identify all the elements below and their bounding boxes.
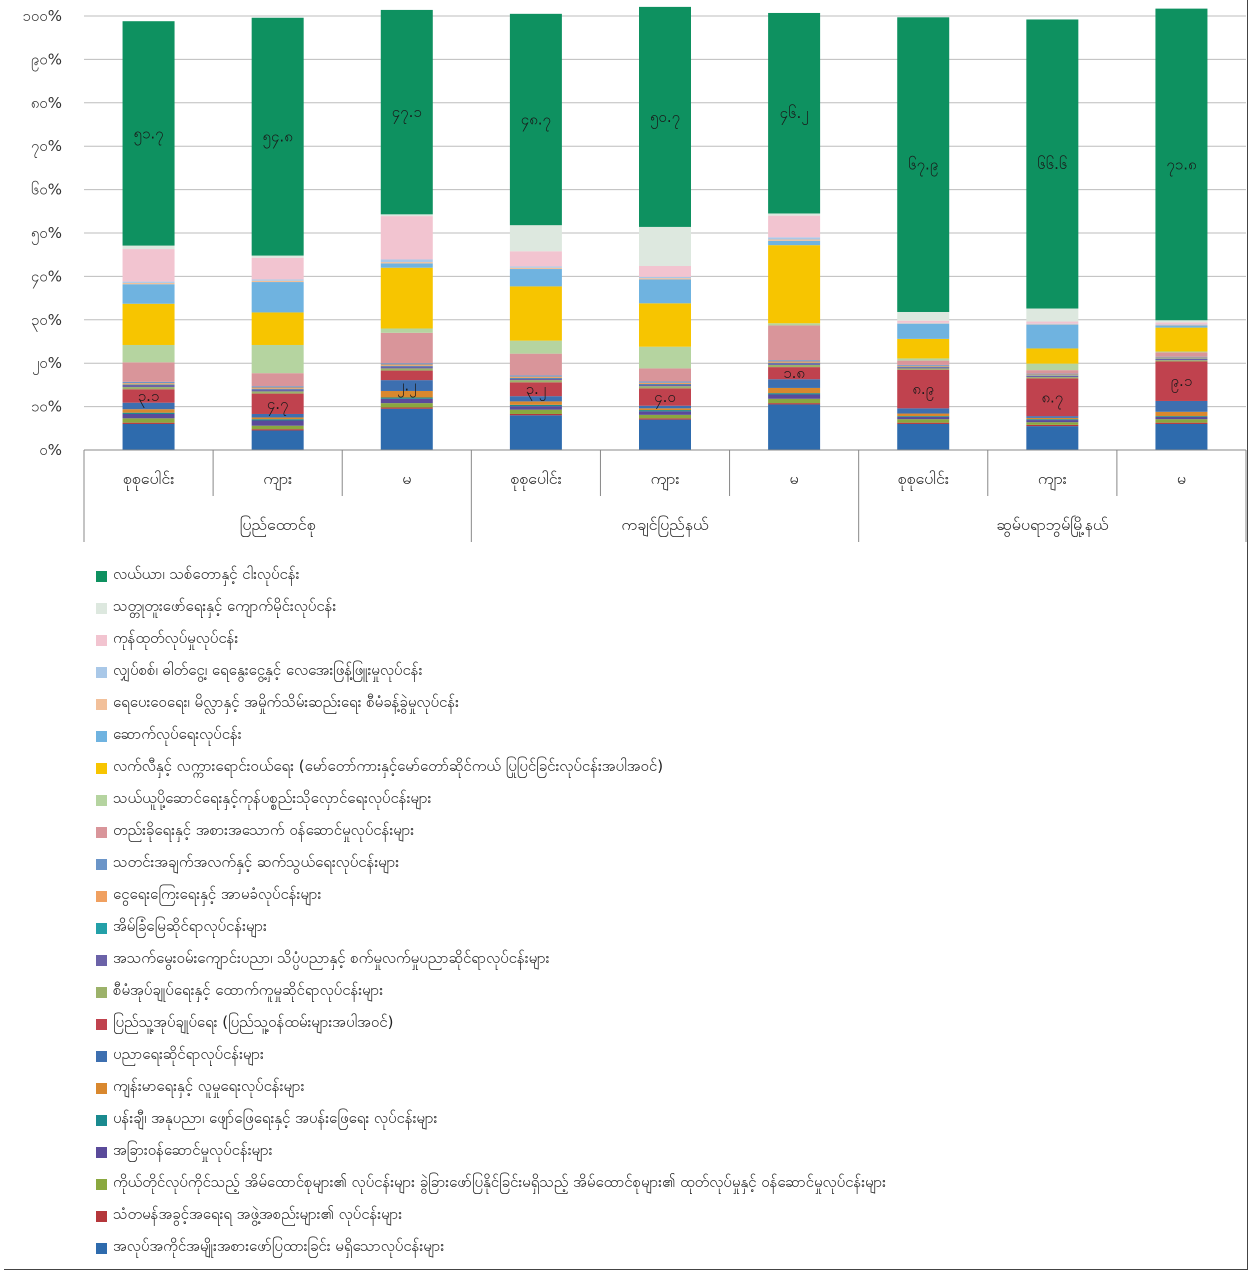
bar-segment — [639, 406, 691, 409]
x-category-label: စုစုပေါင်း — [510, 469, 562, 488]
legend-swatch — [96, 571, 107, 582]
bar-segment — [252, 388, 304, 389]
bar-segment — [510, 405, 562, 406]
legend-item — [96, 1104, 1226, 1136]
bar-segment — [252, 258, 304, 280]
bar-segment — [123, 249, 175, 282]
data-label: ၅၁.၇ — [133, 124, 164, 143]
stacked-bar-chart — [0, 0, 1252, 560]
bar-segment — [639, 415, 691, 418]
bar-segment — [639, 279, 691, 303]
bar-segment — [1155, 325, 1207, 327]
bar-segment — [1155, 328, 1207, 352]
legend-item — [96, 1168, 1226, 1200]
legend-swatch — [96, 635, 107, 646]
bar-segment — [123, 423, 175, 424]
legend-label: ပန်းချီ၊ အနုပညာ၊ ဖျော်ဖြေရေးနှင့် အပန်းဖြေရေး လုပ်ငန်းများ — [113, 1109, 438, 1127]
bar-segment — [1026, 418, 1078, 419]
x-group-label: ဆွမ်ပရာဘွမ်မြို့နယ် — [996, 515, 1109, 534]
bar-segment — [768, 360, 820, 361]
legend-label: သတ္တုတူးဖော်ရေးနှင့် ကျောက်မိုင်းလုပ်ငန်း — [113, 597, 337, 615]
bar-segment — [252, 420, 304, 425]
legend-swatch — [96, 1019, 107, 1030]
bar-segment — [381, 397, 433, 398]
bar-segment — [1026, 370, 1078, 373]
legend-swatch — [96, 1115, 107, 1126]
x-category-label: စုစုပေါင်း — [122, 469, 175, 488]
bar-segment — [768, 213, 820, 215]
legend-label: သတင်းအချက်အလက်နှင့် ဆက်သွယ်ရေးလုပ်ငန်းများ — [113, 853, 400, 871]
legend-swatch — [96, 1051, 107, 1062]
y-tick-label: ၀% — [39, 441, 62, 459]
data-label: ၇၁.၈ — [1166, 155, 1197, 174]
bar-segment — [123, 409, 175, 412]
bar-segment — [510, 341, 562, 354]
bar-segment — [1155, 351, 1207, 352]
bar-segment — [252, 279, 304, 280]
bar-segment — [252, 345, 304, 373]
x-category-label: မ — [789, 469, 799, 488]
legend-item — [96, 1040, 1226, 1072]
bar-segment — [1026, 374, 1078, 375]
legend-item — [96, 784, 1226, 816]
bar-segment — [381, 403, 433, 407]
bar-segment — [252, 312, 304, 345]
bar-segment — [639, 381, 691, 382]
bar-segment — [381, 268, 433, 329]
legend-item — [96, 1008, 1226, 1040]
bar-segment — [639, 384, 691, 386]
y-tick-label: ၁၀၀% — [22, 7, 62, 25]
bar-segment — [897, 423, 949, 424]
bar-segment — [123, 304, 175, 345]
data-label: ၄၆.၂ — [779, 104, 809, 123]
bar-segment — [768, 325, 820, 360]
bar-segment — [768, 393, 820, 394]
bar-segment — [1026, 348, 1078, 363]
bar-segment — [381, 214, 433, 216]
bar-segment — [123, 382, 175, 383]
bar-segment — [123, 283, 175, 284]
bar-segment — [897, 416, 949, 417]
legend-item — [96, 592, 1226, 624]
bar-segment — [768, 403, 820, 404]
legend-swatch — [96, 731, 107, 742]
legend-label: လျှပ်စစ်၊ ဓါတ်ငွေ့၊ ရေနွေးငွေ့နှင့် လေအေးဖြန့်ဖြူးမှုလုပ်ငန်း — [113, 661, 423, 679]
data-label: ၅၄.၈ — [262, 127, 293, 146]
bar-segment — [252, 391, 304, 393]
bar-segment — [510, 415, 562, 450]
bar-segment — [1155, 320, 1207, 322]
legend-item — [96, 624, 1226, 656]
bar-segment — [381, 328, 433, 332]
bar-segment — [510, 375, 562, 376]
bar-segment — [897, 368, 949, 369]
bar-segment — [768, 404, 820, 450]
legend-swatch — [96, 1179, 107, 1190]
bar-segment — [768, 240, 820, 241]
bar-segment — [1155, 358, 1207, 359]
legend-swatch — [96, 795, 107, 806]
legend-label: အသက်မွေးဝမ်းကျောင်းပညာ၊ သိပ္ပံပညာနှင့် စက်မှုလက်မှုပညာဆိုင်ရာလုပ်ငန်းများ — [113, 949, 550, 967]
bar-segment — [639, 278, 691, 279]
bar-segment — [768, 361, 820, 362]
x-category-label: မ — [402, 469, 412, 488]
data-label: ၄.၀ — [654, 388, 676, 407]
bar-segment — [1155, 357, 1207, 358]
legend-label: ကုန်ထုတ်လုပ်မှုလုပ်ငန်း — [113, 629, 239, 647]
bar-segment — [768, 323, 820, 325]
bar-segment — [639, 418, 691, 419]
x-category-label: မ — [1176, 469, 1187, 488]
x-category-label: စုစုပေါင်း — [897, 469, 949, 488]
y-tick-label: ၄၀% — [30, 267, 62, 286]
legend-label: ပညာရေးဆိုင်ရာလုပ်ငန်းများ — [113, 1045, 264, 1063]
bar-segment — [639, 408, 691, 410]
bar-segment — [381, 216, 433, 259]
legend-swatch — [96, 1211, 107, 1222]
legend-label: ကျန်းမာရေးနှင့် လူမှုရေးလုပ်ငန်းများ — [113, 1077, 305, 1095]
bar-segment — [897, 414, 949, 417]
legend-item — [96, 880, 1226, 912]
bar-segment — [768, 399, 820, 403]
bar-segment — [639, 347, 691, 369]
bar-segment — [252, 426, 304, 429]
legend-item — [96, 1232, 1226, 1264]
legend-item — [96, 688, 1226, 720]
legend-swatch — [96, 763, 107, 774]
bar-segment — [381, 263, 433, 267]
bar-segment — [381, 365, 433, 366]
x-category-label: ကျား — [650, 469, 680, 488]
bar-segment — [381, 409, 433, 450]
legend-label: တည်းခိုရေးနှင့် အစားအသောက် ဝန်ဆောင်မှုလုပ်ငန်းများ — [113, 821, 415, 839]
data-label: ၄၇.၁ — [391, 103, 422, 122]
bar-segment — [639, 266, 691, 277]
y-tick-label: ၂၀% — [31, 354, 62, 373]
data-label: ၄.၇ — [266, 394, 289, 413]
legend-item — [96, 752, 1226, 784]
data-label: ၅၀.၇ — [649, 107, 681, 126]
bar-segment — [381, 333, 433, 363]
bar-segment — [1155, 412, 1207, 416]
bar-segment — [768, 394, 820, 398]
y-tick-label: ၅၀% — [30, 224, 62, 242]
bar-segment — [123, 414, 175, 418]
legend-label: ကိုယ်တိုင်လုပ်ကိုင်သည့် အိမ်ထောင်စုများ၏ လုပ်ငန်းများ ခွဲခြားဖော်ပြနိုင်ခြင်းမရှိသည့် အိမ်ထောင်စုများ၏ ထုတ်လုပ်မှုနှင့် ဝန်ဆောင်မှုလုပ်ငန်းများ — [113, 1173, 886, 1191]
legend-item — [96, 976, 1226, 1008]
bar-segment — [252, 389, 304, 391]
bar-segment — [1026, 422, 1078, 425]
legend-item — [96, 816, 1226, 848]
bar-segment — [381, 259, 433, 262]
bar-segment — [1026, 309, 1078, 322]
legend-item — [96, 1136, 1226, 1168]
bar-segment — [252, 282, 304, 312]
bar-segment — [510, 269, 562, 286]
data-label: ၈.၉ — [912, 380, 935, 399]
bar-segment — [1155, 322, 1207, 324]
bar-segment — [897, 324, 949, 339]
bar-segment — [123, 345, 175, 362]
bar-segment — [510, 406, 562, 409]
bar-segment — [1155, 416, 1207, 417]
bar-segment — [897, 424, 949, 450]
bar-segment — [1155, 359, 1207, 360]
legend-swatch — [96, 1243, 107, 1254]
bar-segment — [123, 383, 175, 384]
bar-segment — [897, 366, 949, 367]
x-group-label: ကချင်ပြည်နယ် — [621, 515, 709, 534]
legend-swatch — [96, 987, 107, 998]
bar-segment — [639, 277, 691, 278]
legend-swatch — [96, 1083, 107, 1094]
bar-segment — [897, 419, 949, 422]
bar-segment — [381, 363, 433, 364]
bar-segment — [252, 417, 304, 419]
bar-segment — [897, 367, 949, 368]
bar-segment — [510, 377, 562, 378]
bar-segment — [768, 245, 820, 323]
y-tick-label: ၆၀% — [30, 180, 62, 199]
bar-segment — [897, 358, 949, 360]
data-label: ၃.၂ — [525, 380, 547, 399]
bar-segment — [123, 362, 175, 382]
bar-segment — [252, 281, 304, 282]
x-category-label: ကျား — [1037, 469, 1067, 488]
bar-segment — [1155, 423, 1207, 424]
bar-segment — [897, 417, 949, 419]
legend-label: ငွေရေးကြေးရေးနှင့် အာမခံလုပ်ငန်းများ — [113, 885, 322, 903]
legend-label: လက်လီနှင့် လက္ကားရောင်းဝယ်ရေး (မော်တော်ကားနှင့်မော်တော်ဆိုင်ကယ် ပြုပြင်ခြင်းလုပ်ငန်းအပါအဝင်) — [113, 757, 664, 775]
bar-segment — [1026, 419, 1078, 420]
bar-segment — [510, 251, 562, 266]
bar-segment — [639, 410, 691, 411]
bar-segment — [1026, 322, 1078, 324]
bar-segment — [768, 237, 820, 239]
legend-label: အလုပ်အကိုင်အမျိုးအစားဖော်ပြထားခြင်း မရှိသောလုပ်ငန်းများ — [113, 1237, 445, 1255]
bar-segment — [639, 227, 691, 266]
y-tick-label: ၁၀% — [30, 397, 62, 416]
legend-item — [96, 1200, 1226, 1232]
bar-segment — [1026, 325, 1078, 349]
bar-segment — [1026, 426, 1078, 450]
bar-segment — [123, 246, 175, 249]
bar-segment — [768, 388, 820, 393]
legend-item — [96, 656, 1226, 688]
legend-swatch — [96, 891, 107, 902]
bar-segment — [639, 368, 691, 381]
bar-segment — [381, 366, 433, 368]
legend-label: အိမ်ခြံမြေဆိုင်ရာလုပ်ငန်းများ — [113, 917, 267, 935]
bar-segment — [1155, 352, 1207, 356]
y-tick-label: ၇၀% — [30, 137, 62, 156]
legend-label: အခြားဝန်ဆောင်မှုလုပ်ငန်းများ — [113, 1141, 273, 1159]
legend-item — [96, 560, 1226, 592]
bar-segment — [252, 419, 304, 420]
bar-segment — [897, 361, 949, 365]
bar-segment — [1155, 419, 1207, 422]
bar-segment — [510, 266, 562, 267]
bar-segment — [510, 225, 562, 251]
bar-segment — [897, 365, 949, 366]
bar-segment — [510, 354, 562, 376]
bar-segment — [1155, 417, 1207, 419]
bar-segment — [897, 312, 949, 321]
legend-label: ဆောက်လုပ်ရေးလုပ်ငန်း — [113, 725, 242, 743]
x-group-label: ပြည်ထောင်စု — [239, 515, 316, 534]
bar-segment — [639, 411, 691, 414]
legend-item — [96, 848, 1226, 880]
legend-item — [96, 1072, 1226, 1104]
bar-segment — [1155, 401, 1207, 412]
bar-segment — [1155, 424, 1207, 450]
legend-swatch — [96, 1147, 107, 1158]
bar-segment — [123, 413, 175, 414]
y-tick-label: ၉၀% — [30, 50, 62, 69]
bar-segment — [768, 216, 820, 238]
bar-segment — [123, 424, 175, 450]
chart-legend — [96, 560, 1226, 1264]
data-label: ၁.၈ — [783, 364, 806, 383]
bar-segment — [768, 241, 820, 245]
data-label: ၄၈.၇ — [520, 110, 551, 129]
bar-segment — [510, 286, 562, 340]
data-label: ၈.၇ — [1041, 388, 1064, 407]
bar-segment — [1155, 360, 1207, 361]
legend-swatch — [96, 827, 107, 838]
y-tick-label: ၈၀% — [30, 93, 62, 112]
bar-segment — [252, 256, 304, 258]
bar-segment — [510, 410, 562, 414]
legend-label: ရေပေးဝေရေး၊ မိလ္လာနှင့် အမှိုက်သိမ်းဆည်းရေး စီမံခန့်ခွဲမှုလုပ်ငန်း — [113, 693, 459, 711]
legend-swatch — [96, 923, 107, 934]
bar-segment — [510, 414, 562, 415]
bar-segment — [897, 408, 949, 413]
legend-label: သယ်ယူပို့ဆောင်ရေးနှင့်ကုန်ပစ္စည်းသိုလှောင်ရေးလုပ်ငန်းများ — [113, 789, 432, 807]
data-label: ၆၆.၆ — [1037, 154, 1068, 173]
bar-segment — [510, 401, 562, 404]
bar-segment — [639, 303, 691, 346]
bar-segment — [1026, 425, 1078, 426]
bar-segment — [252, 429, 304, 430]
bar-segment — [123, 418, 175, 422]
legend-label: လယ်ယာ၊ သစ်တောနှင့် ငါးလုပ်ငန်း — [113, 565, 300, 583]
bar-segment — [381, 368, 433, 370]
legend-item — [96, 720, 1226, 752]
bar-segment — [1026, 376, 1078, 377]
bar-segment — [252, 414, 304, 417]
legend-swatch — [96, 859, 107, 870]
data-label: ၉.၁ — [1170, 372, 1193, 391]
bar-segment — [1026, 374, 1078, 375]
bar-segment — [252, 386, 304, 387]
legend-item — [96, 912, 1226, 944]
bar-segment — [639, 383, 691, 384]
legend-item — [96, 944, 1226, 976]
bar-segment — [510, 268, 562, 269]
bar-segment — [1026, 377, 1078, 378]
bar-segment — [252, 373, 304, 386]
bar-segment — [381, 407, 433, 408]
legend-swatch — [96, 955, 107, 966]
legend-swatch — [96, 667, 107, 678]
legend-label: သံတမန်အခွင့်အရေးရ အဖွဲ့အစည်းများ၏ လုပ်ငန်းများ — [113, 1205, 403, 1223]
bar-segment — [252, 430, 304, 450]
data-label: ၆၇.၉ — [908, 155, 939, 174]
bar-segment — [381, 399, 433, 403]
x-category-label: ကျား — [263, 469, 293, 488]
bar-segment — [897, 339, 949, 359]
bar-segment — [639, 420, 691, 450]
legend-swatch — [96, 603, 107, 614]
legend-swatch — [96, 699, 107, 710]
y-tick-label: ၃၀% — [30, 310, 62, 329]
bar-segment — [123, 282, 175, 283]
bar-segment — [897, 321, 949, 323]
legend-label: စီမံအုပ်ချုပ်ရေးနှင့် ထောက်ကူမှုဆိုင်ရာလုပ်ငန်းများ — [113, 981, 384, 999]
legend-label: ပြည်သူ့အုပ်ချုပ်ရေး (ပြည်သူ့ဝန်ထမ်းများအပါအဝင်) — [113, 1013, 394, 1031]
data-label: ၂.၂ — [397, 376, 417, 395]
bar-segment — [1026, 416, 1078, 418]
bar-segment — [1026, 364, 1078, 371]
bar-segment — [381, 262, 433, 263]
bar-segment — [1026, 420, 1078, 422]
bar-segment — [123, 284, 175, 304]
data-label: ၃.၁ — [137, 386, 160, 405]
